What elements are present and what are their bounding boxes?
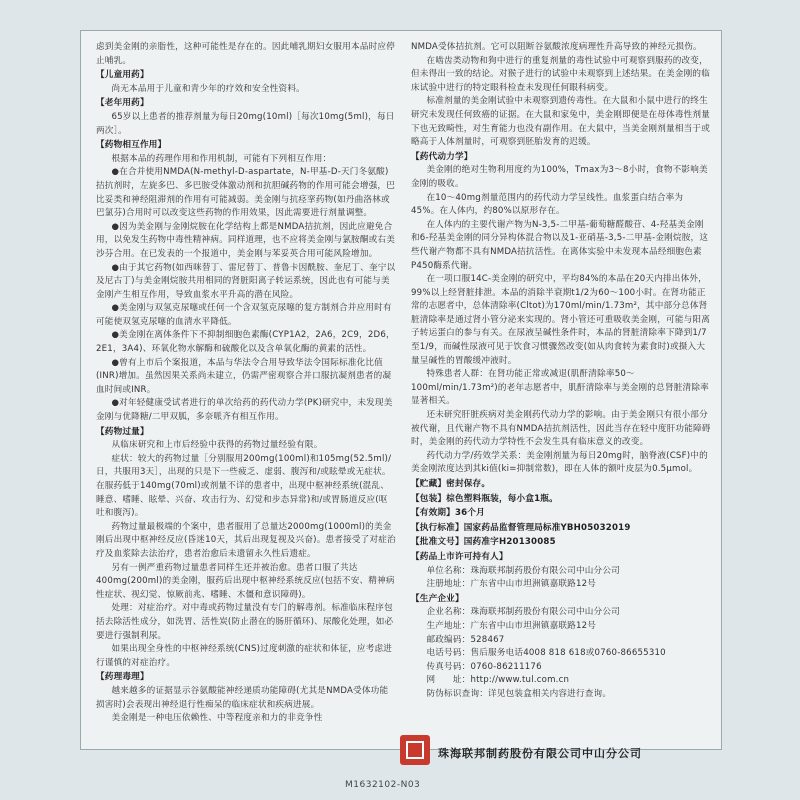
- paragraph: 在10～40mg剂量范围内的药代动力学呈线性。血浆蛋白结合率为45%。在人体内，约80%以原形存在。: [411, 192, 684, 217]
- paragraph: 在一项口服14C-美金刚的研究中，平均84%的本品在20天内排出体外，99%以上经肾脏排泄。本品的消除半衰期t1/2为60～100小时。在肾功能正常的志愿者中，总体清除率(Cltot)为170ml/min/1.73m²，其中部分总体肾脏清除率是通过肾小管分泌来实现的。肾小管还可重吸收美金刚，可能与阳离子转运蛋白的参与有关。在尿液呈碱性条件时，本品的肾脏清除率下降到1/7至1/9，而碱性尿液可见于饮食习惯骤然改变(如从肉食转为素食时)或摄入大量呈碱性的胃酸缓冲液时。: [411, 274, 710, 366]
- paragraph: 企业名称：珠海联邦制药股份有限公司中山分公司: [426, 607, 620, 618]
- paragraph: 在人体内的主要代谢产物为N-3,5-二甲基-葡萄糖醛酸苷、4-羟基美金刚和6-羟基美金刚的同分异构体混合物以及1-亚硝基-3,5-二甲基-金刚烷胺，这些代谢产物都不具有NMDA拮抗活性。在离体实验中未发现本品经细胞色素P450酶系代谢。: [411, 219, 709, 271]
- paragraph: ●曾有上市后个案报道，本品与华法令合用导致华法令国际标准化比值(INR)增加。虽然因果关系尚未建立，仍需严密观察合并口服抗凝剂患者的凝血时间或INR。: [96, 357, 392, 395]
- section-heading: 【贮藏】密封保存。: [411, 479, 491, 489]
- doc-code: M1632102-N03: [345, 780, 421, 790]
- paragraph: 根据本品的药理作用和作用机制，可能有下列相互作用：: [111, 153, 332, 164]
- section-heading: 【老年用药】: [96, 98, 149, 109]
- paragraph: 生产地址：广东省中山市坦洲镇嘉联路12号: [426, 620, 597, 631]
- section-heading: 【有效期】36个月: [411, 508, 485, 519]
- paragraph: 在啮齿类动物和狗中进行的重复剂量的毒性试验中可观察到服药的改变，但未得出一致的结论。对猴子进行的试验中未观察到上述结果。在美金刚的临床试验中进行的特定眼科检查未发现任何眼科病变。: [411, 55, 710, 93]
- paragraph: 传真号码：0760-86211176: [426, 661, 542, 672]
- section-heading: 【药物过量】: [96, 426, 149, 437]
- paragraph: ●由于其它药物(如西咪替丁、雷尼替丁、普鲁卡因酰胺、奎尼丁、奎宁以及尼古丁)与美金刚烷胺共用相同的肾脏阳离子转运系统，因此也有可能与美金刚产生相互作用，导致血浆水平升高的潜在风险。: [96, 262, 396, 300]
- section-heading: 【包装】棕色塑料瓶装，每小盒1瓶。: [411, 493, 558, 504]
- logo-mark-icon: [406, 741, 424, 759]
- paragraph: 美金刚的绝对生物利用度约为100%，Tmax为3～8小时，食物不影响美金刚的吸收。: [411, 165, 708, 189]
- paragraph: ●对年轻健康受试者进行的单次给药的药代动力学(PK)研究中，未发现美金刚与优降糖/二甲双胍，多奈哌齐有相互作用。: [96, 398, 393, 423]
- paragraph: 处理：对症治疗。对中毒或药物过量没有专门的解毒剂。标准临床程序包括去除活性成分，如洗胃、活性炭(防止潜在的肠肝循环)、尿酸化处理，如必要进行强制利尿。: [96, 603, 394, 641]
- paragraph: 电话号码：售后服务电话4008 818 618或0760-86655310: [426, 648, 666, 659]
- paragraph: 邮政编码：528467: [426, 634, 505, 645]
- paragraph: 特殊患者人群：在肾功能正常或减退(肌酐清除率50～100ml/min/1.73m²)的老年志愿者中，肌酐清除率与美金刚的总肾脏清除率显著相关。: [411, 369, 709, 407]
- paragraph: 虑到美金刚的亲脂性，这种可能性是存在的。因此哺乳期妇女服用本品时应停止哺乳。: [96, 42, 395, 66]
- company-logo: [400, 735, 430, 765]
- paragraph: 越来越多的证据显示谷氨酸能神经递质功能障碍(尤其是NMDA受体功能损害时)会表现出神经退行性痴呆的临床症状和疾病进展。: [96, 685, 389, 710]
- right-column: [411, 41, 711, 750]
- left-column: [96, 41, 396, 750]
- section-heading: 【执行标准】国家药品监督管理局标准YBH05032019: [411, 522, 631, 533]
- paragraph: 美金刚是一种电压依赖性、中等程度亲和力的非竞争性: [111, 713, 323, 724]
- paragraph: ●美金刚在离体条件下不抑制细胞色素酶(CYP1A2，2A6，2C9，2D6，2E1，3A4)、环氧化物水解酶和硫酸化以及含单氧化酶的黄素的活性。: [96, 330, 395, 355]
- paragraph: 标准剂量的美金刚试验中未观察到遗传毒性。在大鼠和小鼠中进行的终生研究未发现任何致癌的证据。在大鼠和家兔中，美金刚即便是在母体毒性剂量下也无致畸性，对生育能力也没有副作用。在大鼠中，当美金刚剂量相当于或略高于人体剂量时，可观察到胚胎发育的迟缓。: [411, 96, 710, 148]
- section-heading: 【药理毒理】: [96, 672, 149, 683]
- section-heading: 【儿童用药】: [96, 70, 149, 81]
- paragraph: 药物过量最极端的个案中，患者服用了总量达2000mg(1000ml)的美金刚后出现中枢神经反应(昏迷10天，其后出现复视及兴奋)。患者接受了对症治疗及血浆除去法治疗，患者治愈后未遗留永久性后遗症。: [96, 521, 396, 559]
- paragraph: NMDA受体拮抗剂。它可以阻断谷氨酸浓度病理性升高导致的神经元损伤。: [411, 42, 702, 52]
- leaflet-sheet: [80, 30, 722, 750]
- section-heading: 【批准文号】国药准字H20130085: [411, 537, 556, 548]
- paragraph: 65岁以上患者的推荐剂量为每日20mg(10ml)［每次10mg(5ml)，每日两次］。: [96, 111, 395, 136]
- paragraph: 单位名称：珠海联邦制药股份有限公司中山分公司: [426, 565, 620, 576]
- paragraph: 注册地址：广东省中山市坦洲镇嘉联路12号: [426, 579, 597, 590]
- paragraph: 尚无本品用于儿童和青少年的疗效和安全性资料。: [111, 83, 305, 94]
- paragraph: 网 址：http://www.tul.com.cn: [426, 675, 570, 686]
- paragraph: 防伪标识查询：详见包装盒相关内容进行查询。: [426, 688, 612, 699]
- company-name: 珠海联邦制药股份有限公司中山分公司: [438, 747, 642, 760]
- paragraph: 药代动力学/药效学关系：美金刚剂量为每日20mg时，脑脊液(CSF)中的美金刚浓度达到其ki值(ki=抑制常数)，即在人体的额叶皮层为0.5μmol。: [411, 450, 708, 475]
- paragraph: 如果出现全身性的中枢神经系统(CNS)过度刺激的症状和体征，应考虑进行谨慎的对症治疗。: [96, 644, 393, 668]
- paragraph: 从临床研究和上市后经验中获得的药物过量经验有限。: [111, 440, 323, 451]
- paragraph: 另有一例严重药物过量患者同样生还并被治愈。患者口服了共达400mg(200ml)的美金刚，服药后出现中枢神经系统反应(包括不安、精神病性症状、视幻觉、惊厥前兆、嗜睡、木僵和意识障碍)。: [96, 562, 395, 600]
- section-heading: 【药代动力学】: [411, 151, 473, 162]
- section-heading: 【药物相互作用】: [96, 140, 167, 151]
- section-heading: 【生产企业】: [411, 593, 464, 604]
- paragraph: ●在合并使用NMDA(N-methyl-D-aspartate，N-甲基-D-天门冬氨酸)拮抗剂时，左旋多巴、多巴胺受体激动剂和抗胆碱药物的作用可能会增强，巴比妥类和神经阻滞剂的作用有可能减弱。美金刚与抗痉挛药物(如丹曲洛林或巴氯芬)合用时可以改变这些药物的作用效果，因此需要进行剂量调整。: [96, 167, 395, 219]
- paragraph: ●美金刚与双氢克尿噻或任何一个含双氢克尿噻的复方制剂合并应用时有可能使双氢克尿噻的血清水平降低。: [96, 303, 392, 327]
- paragraph: 还未研究肝脏疾病对美金刚药代动力学的影响。由于美金刚只有很小部分被代谢，且代谢产物不具有NMDA拮抗剂活性，因此当存在轻中度肝功能障碍时，美金刚的药代动力学特性不会发生具有临床意义的改变。: [411, 410, 711, 448]
- section-heading: 【药品上市许可持有人】: [411, 551, 508, 562]
- paragraph: ●因为美金刚与金刚烷胺在化学结构上都是NMDA拮抗剂，因此应避免合用，以免发生药物中毒性精神病。同样道理，也不应将美金刚与氯胺酮或右美沙芬合用。在已发表的一个报道中，美金刚与苯妥英合用可能风险增加。: [96, 221, 395, 259]
- paragraph: 症状：较大的药物过量［分别服用200mg(100ml)和105mg(52.5ml)/日，共服用3天］，出现的只是下一些疲乏、虚弱、腹泻和/或眩晕或无症状。在服药低于140mg(70ml)或剂量不详的患者中，出现中枢神经系统(混乱、睡意、嗜睡、眩晕、兴奋、攻击行为、幻觉和步态异常)和/或胃肠道反应(呕吐和腹泻)。: [96, 453, 392, 519]
